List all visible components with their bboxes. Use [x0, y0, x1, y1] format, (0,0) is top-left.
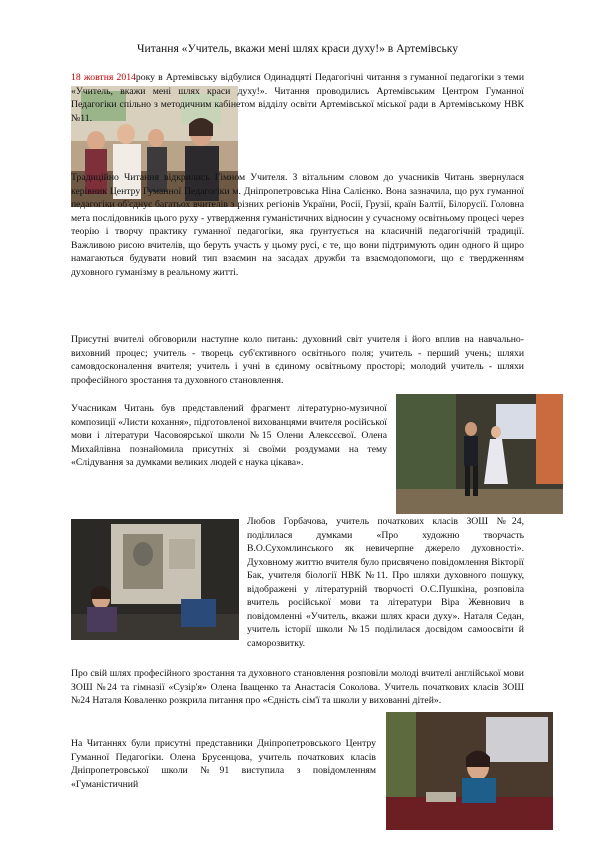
paragraph-6-text: Про свій шлях професійного зростання та духовного становлення розповіли молоді вчителі англійської мови ЗОШ №24 та гімназії «Сузір'я» Олена Іващенко та Анастасія Соколова. Учитель початкових класів ЗОШ №24 Наталя Коваленко розкрила питання про «Єдність сім'ї та школи у вихованні дітей».: [71, 668, 524, 706]
projection-presentation-photo: [71, 519, 239, 640]
speaker-at-table-photo: [386, 712, 553, 830]
paragraph-3-text: Присутні вчителі обговорили наступне коло питань: духовний світ учителя і його вплив на навчально-виховний процес; учитель - творець суб'єктивного освітнього поля; учитель - перший учень; шляхи самовдосконалення вчителя; учитель і учні в єдиному освітньому просторі; молодий учитель - шляхи професійного зростання та духовного становлення.: [71, 334, 524, 386]
paragraph-4-text: Учасникам Читань був представлений фрагмент літературно-музичної композиції «Листи кохання», підготовленої вихованцями вчителя російської мови і літератури Часовоярської школи №15 Олени Алексєєвої. Олена Михайлівна познайомила присутніх зі своїми роздумами на тему «Слідування за думками великих людей є наука цікава».: [71, 403, 387, 468]
paragraph-6: [71, 667, 524, 708]
paragraph-2-text: Традиційно Читання відкрились Гімном Учителя. З вітальним словом до учасників Читань звернулася керівник Центру Гуманної Педагогіки м. Дніпропетровська Ніна Салієнко. Вона зазначила, що рух гуманної педагогіки об'єднує багатьох вчителів з різних регіонів України, Росії, Грузії, країн Балтії, Білорусії. Головна мета послідовників цього руху - утвердження гуманістичних відносин у сучасному освітньому процесі через теорію і творчу практику гуманної педагогіки, яка ґрунтується на класичній педагогічній традиції. Важливою рисою вчителів, що беруть участь у цьому русі, є те, що вони підтримують один одного й щиро намагаються будувати новий тип взаємин на засадах дружби та взаємодопомоги, що є твердженням духовного гуманізму в реальному житті.: [71, 172, 524, 278]
paragraph-5-text: Любов Горбачова, учитель початкових класів ЗОШ №24, поділилася думками «Про художню творчасть В.О.Сухомлинського як невичерпне джерело духовності». Духовному життю вчителя було присвячено повідомлення Вікторії Бак, учителя біології НВК №11. Про шляхи духовного пошуку, відображені у літературній творчості О.С.Пушкіна, розповіла вчитель російської мови та літератури Віра Жевнович в повідомленні «Учитель, вкажи шлях краси духу». Наталя Седан, учитель історії школи №15 поділилася досвідом самоосвіти й саморозвитку.: [247, 516, 524, 649]
paragraph-7: [71, 737, 376, 791]
paragraph-4: [71, 402, 387, 470]
dance-performance-photo: [396, 394, 563, 514]
paragraph-1: [71, 71, 524, 125]
page-title: Читання «Учитель, вкажи мені шлях краси духу!» в Артемівську: [136, 42, 459, 55]
paragraph-5: [247, 515, 524, 650]
event-date: 18 жовтня 2014: [71, 72, 136, 83]
paragraph-7-text: На Читаннях були присутні представники Дніпропетровського Центру Гуманної Педагогіки. Олена Брусенцова, учитель початкових класів Дніпропетровської школи №91 виступила з повідомленням «Гуманістичний: [71, 738, 376, 790]
paragraph-2: [71, 171, 524, 279]
paragraph-1-text: року в Артемівську відбулися Одинадцяті Педагогічні читання з гуманної педагогіки з теми «Учитель, вкажи мені шлях краси духу!». Читання проводились Артемівським Центром Гуманної Педагогіки спільно з методичним кабінетом відділу освіти Артемівської міської ради в Артемівському НВК №11.: [71, 72, 524, 124]
paragraph-3: [71, 333, 524, 387]
